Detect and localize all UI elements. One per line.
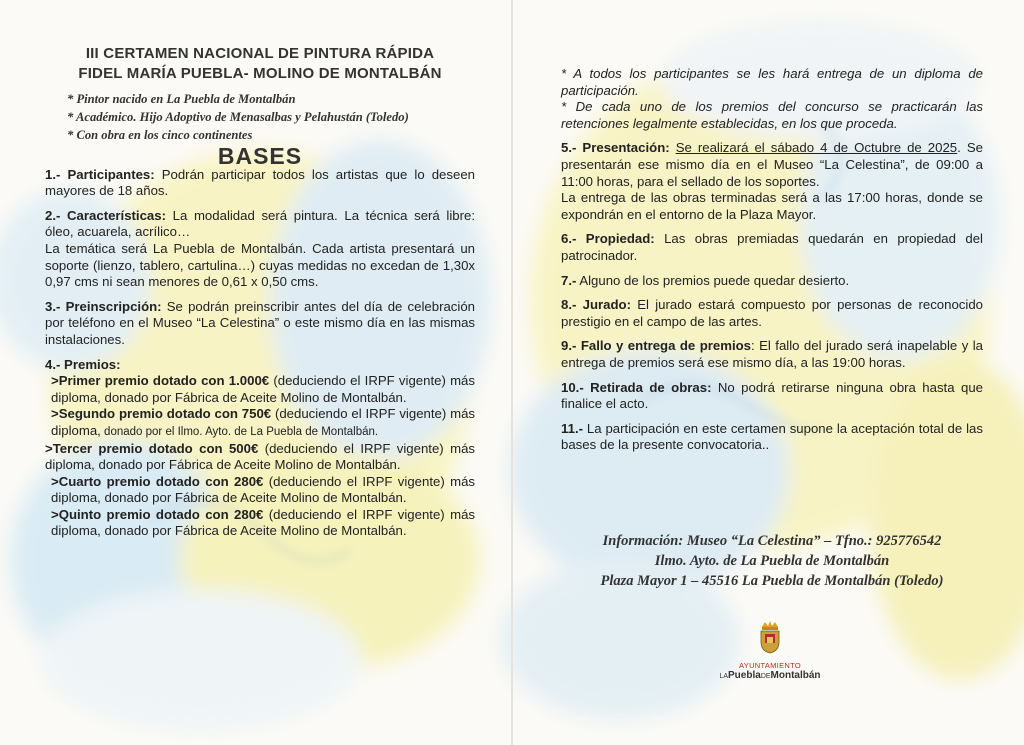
section-fallo bbox=[561, 338, 983, 371]
page-fold bbox=[511, 0, 513, 745]
section-text: Alguno de los premios puede quedar desierto. bbox=[576, 272, 850, 288]
info-line: Información: Museo “La Celestina” – Tfno.: 925776542 bbox=[602, 533, 942, 549]
prize-text: (deduciendo el IRPF vigente) más diploma, donado por Fábrica de Aceite Molino de Montalbán. bbox=[45, 440, 475, 473]
section-head: 5.- Presentación: bbox=[561, 140, 670, 156]
note-retenciones: * De cada uno de los premios del concurso se practicarán las retenciones legalmente establecidas, en los que proceda. bbox=[561, 99, 983, 131]
artist-bio bbox=[45, 90, 475, 144]
contest-title-line1: III CERTAMEN NACIONAL DE PINTURA RÁPIDA bbox=[85, 45, 435, 62]
prize-fourth bbox=[45, 474, 475, 507]
prize-head: >Primer premio dotado con 1.000€ bbox=[51, 373, 270, 389]
section-caracteristicas bbox=[45, 208, 475, 241]
section-text: La entrega de las obras terminadas será a las 17:00 horas, donde se expondrán en el entorno de la Plaza Mayor. bbox=[561, 190, 983, 222]
section-text: . Se presentarán ese mismo día en el Museo “La Celestina”, de 09:00 a 11:00 horas, para el sellado de los soportes. bbox=[561, 140, 983, 189]
logo-top-text: AYUNTAMIENTO bbox=[739, 661, 801, 670]
prize-text: (deduciendo el IRPF vigente) más diploma, donado por Fábrica de Aceite Molino de Montalbán. bbox=[51, 373, 475, 405]
bio-line: * Pintor nacido en La Puebla de Montalbán bbox=[67, 92, 296, 106]
prize-text: (deduciendo el IRPF vigente) más diploma, donado por Fábrica de Aceite Molino de Montalbán. bbox=[51, 506, 475, 539]
info-line: Ilmo. Ayto. de La Puebla de Montalbán bbox=[654, 553, 890, 569]
section-head: 1.- Participantes: bbox=[45, 166, 155, 182]
section-head: 10.- Retirada de obras: bbox=[561, 379, 712, 395]
section-head: 3.- Preinscripción: bbox=[45, 298, 162, 314]
section-text: Se podrán preinscribir antes del día de celebración por teléfono en el Museo “La Celestina” o este mismo día en las mismas instalaciones. bbox=[45, 298, 475, 347]
section-presentacion bbox=[561, 140, 983, 190]
prize-head: >Segundo premio dotado con 750€ bbox=[51, 406, 272, 422]
section-retirada bbox=[561, 380, 983, 413]
prize-first bbox=[45, 373, 475, 406]
bases-heading: BASES bbox=[217, 143, 303, 169]
section-propiedad bbox=[561, 231, 983, 264]
left-column bbox=[45, 44, 475, 540]
section-premios-head: 4.- Premios: bbox=[45, 356, 121, 372]
logo-de: DE bbox=[760, 673, 771, 680]
prize-third bbox=[45, 441, 475, 474]
section-text: : El fallo del jurado será inapelable y la entrega de premios será ese mismo día, a las 19:00 horas. bbox=[561, 338, 983, 370]
right-column bbox=[561, 66, 983, 454]
section-preinscripcion bbox=[45, 299, 475, 349]
prize-fifth bbox=[45, 507, 475, 540]
bio-line: * Académico. Hijo Adoptivo de Menasalbas y Pelahustán (Toledo) bbox=[67, 110, 409, 124]
prize-text: (deduciendo el IRPF vigente) más diploma, donado por Fábrica de Aceite Molino de Montalbán. bbox=[51, 473, 476, 506]
section-text: La participación en este certamen supone la aceptación total de las bases de la presente convocatoria.. bbox=[561, 420, 983, 453]
section-text: La modalidad será pintura. La técnica será libre: óleo, acuarela, acrílico… bbox=[45, 207, 475, 240]
section-aceptacion bbox=[561, 421, 983, 454]
section-text: Las obras premiadas quedarán en propiedad del patrocinador. bbox=[561, 231, 983, 263]
prize-head: >Quinto premio dotado con 280€ bbox=[51, 506, 264, 522]
prize-text: (deduciendo el IRPF vigente) más diploma, bbox=[51, 406, 475, 438]
bio-line: * Con obra en los cinco continentes bbox=[67, 128, 253, 142]
contact-info bbox=[561, 531, 983, 591]
logo-montalban: Montalbán bbox=[770, 670, 821, 681]
section-desierto bbox=[561, 273, 983, 290]
section-head: 11.- bbox=[561, 420, 583, 436]
section-head: 7.- bbox=[561, 272, 577, 288]
section-text: Podrán participar todos los artistas que lo deseen mayores de 18 años. bbox=[45, 166, 475, 199]
info-line: Plaza Mayor 1 – 45516 La Puebla de Montalbán (Toledo) bbox=[600, 573, 944, 589]
coat-of-arms-icon bbox=[759, 620, 781, 654]
note-diploma: * A todos los participantes se les hará entrega de un diploma de participación. bbox=[561, 66, 983, 98]
prize-head: >Tercer premio dotado con 500€ bbox=[45, 440, 259, 456]
town-hall-logo bbox=[700, 620, 840, 681]
logo-puebla: Puebla bbox=[728, 670, 761, 681]
prize-text-small: donado por el Ilmo. Ayto. de La Puebla de Montalbán. bbox=[100, 425, 379, 438]
logo-town-name bbox=[700, 670, 840, 681]
section-jurado bbox=[561, 297, 983, 330]
section-text: No podrá retirarse ninguna obra hasta que finalice el acto. bbox=[561, 379, 983, 412]
prize-head: >Cuarto premio dotado con 280€ bbox=[51, 473, 264, 489]
section-text: El jurado estará compuesto por personas de reconocido prestigio en el campo de las artes. bbox=[561, 297, 983, 329]
section-head: 6.- Propiedad: bbox=[561, 231, 655, 247]
section-head: 2.- Características: bbox=[45, 207, 166, 223]
prize-second bbox=[45, 406, 475, 440]
contest-title-line2: FIDEL MARÍA PUEBLA- MOLINO DE MONTALBÁN bbox=[78, 65, 442, 82]
section-head: 9.- Fallo y entrega de premios bbox=[561, 338, 752, 354]
presentation-date: Se realizará el sábado 4 de Octubre de 2025 bbox=[675, 140, 958, 156]
section-head: 8.- Jurado: bbox=[561, 297, 631, 313]
logo-la: LA bbox=[719, 673, 729, 680]
section-participantes bbox=[45, 167, 475, 200]
section-text: La temática será La Puebla de Montalbán. Cada artista presentará un soporte (lienzo, tablero, cartulina…) cuyas medidas no excedan de 1,30x 0,97 cms ni sean menores de 0,61 x 0,50 cms. bbox=[45, 240, 475, 290]
